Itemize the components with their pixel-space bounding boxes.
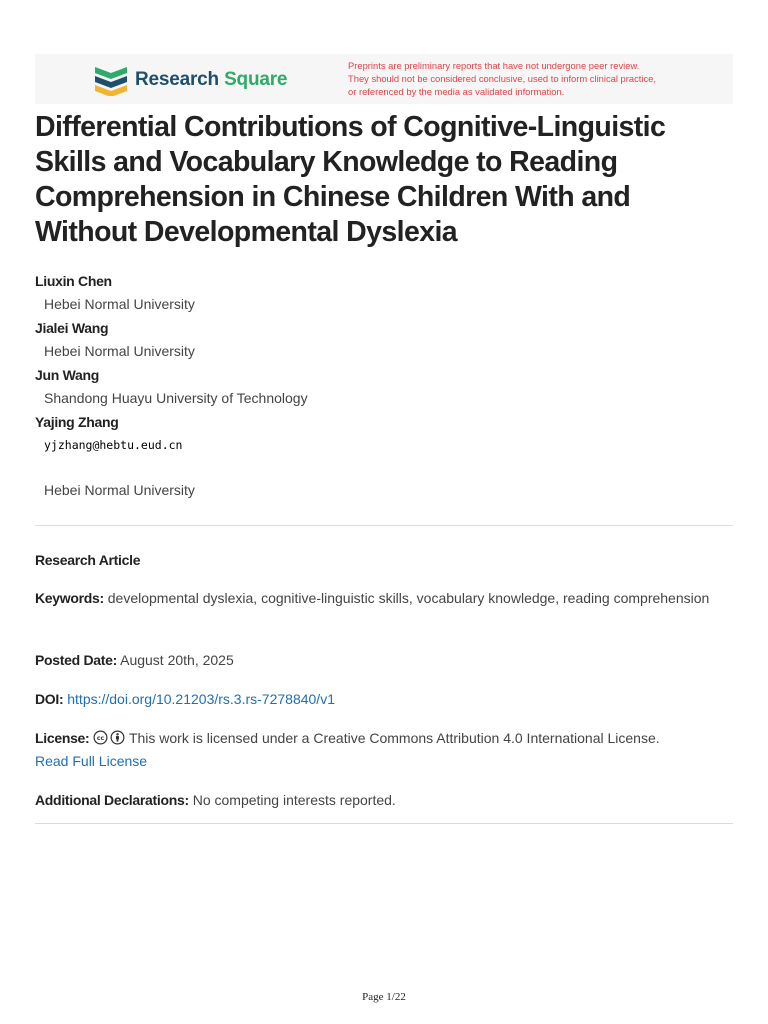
- doi-label: DOI:: [35, 691, 64, 707]
- cc-badge: [93, 730, 125, 745]
- author-name: Liuxin Chen: [35, 273, 112, 289]
- disclaimer-line: or referenced by the media as validated information.: [348, 86, 565, 97]
- author-email[interactable]: yjzhang@hebtu.eud.cn: [44, 438, 183, 452]
- author-entry: [35, 272, 735, 314]
- cc-icon: [93, 730, 108, 745]
- read-full-license-link[interactable]: Read Full License: [35, 753, 148, 769]
- article-type-value: Research Article: [35, 552, 141, 568]
- research-square-logo-icon: [93, 64, 131, 96]
- posted-date-value: August 20th, 2025: [120, 652, 234, 668]
- declarations-field: [35, 789, 725, 812]
- page-number: Page 1/22: [362, 991, 406, 1003]
- keywords-field: [35, 587, 725, 610]
- doi-field: [35, 688, 725, 711]
- license-field: [35, 727, 725, 773]
- disclaimer-line: They should not be considered conclusive, used to inform clinical practice,: [348, 73, 656, 84]
- author-name: Yajing Zhang: [35, 414, 119, 430]
- preprint-disclaimer: [348, 59, 728, 98]
- keywords-label: Keywords:: [35, 590, 104, 606]
- author-affiliation: Shandong Huayu University of Technology: [44, 390, 308, 406]
- declarations-value: No competing interests reported.: [192, 792, 396, 808]
- author-affiliation: Hebei Normal University: [44, 343, 195, 359]
- divider: [35, 525, 733, 526]
- author-list: [35, 272, 735, 505]
- preprint-header: [35, 54, 733, 104]
- posted-date-field: [35, 649, 725, 672]
- keywords-value: developmental dyslexia, cognitive-linguistic skills, vocabulary knowledge, reading comprehension: [107, 590, 710, 606]
- license-text: This work is licensed under a Creative Commons Attribution 4.0 International License.: [128, 730, 660, 746]
- attribution-icon: [110, 730, 125, 745]
- posted-date-label: Posted Date:: [35, 652, 117, 668]
- declarations-label: Additional Declarations:: [35, 792, 189, 808]
- divider: [35, 823, 733, 824]
- paper-title: Differential Contributions of Cognitive-Linguistic Skills and Vocabulary Knowledge to Reading Comprehension in Chinese Children With and Without Developmental Dyslexia: [35, 111, 666, 248]
- doi-link[interactable]: https://doi.org/10.21203/rs.3.rs-7278840/v1: [67, 691, 335, 707]
- author-name: Jun Wang: [35, 367, 99, 383]
- author-entry: [35, 413, 735, 500]
- logo-wordmark: Research Square: [135, 69, 288, 90]
- license-label: License:: [35, 730, 90, 746]
- author-affiliation: Hebei Normal University: [44, 482, 195, 498]
- disclaimer-line: Preprints are preliminary reports that have not undergone peer review.: [348, 60, 640, 71]
- author-affiliation: Hebei Normal University: [44, 296, 195, 312]
- svg-text:cc: cc: [97, 734, 105, 742]
- research-square-logo[interactable]: [93, 64, 287, 96]
- article-type: [35, 549, 725, 572]
- author-entry: [35, 366, 735, 408]
- author-entry: [35, 319, 735, 361]
- author-name: Jialei Wang: [35, 320, 109, 336]
